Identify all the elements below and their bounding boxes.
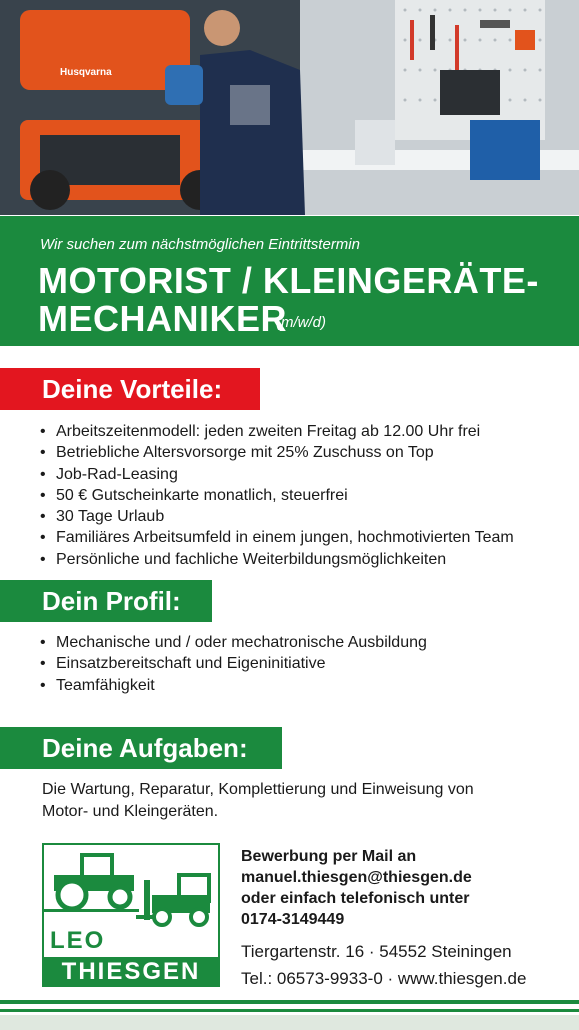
brand-label: Husqvarna [60,67,112,78]
job-title-line1: MOTORIST / KLEINGERÄTE- [38,260,539,301]
profil-heading: Dein Profil: [0,580,212,622]
job-header [0,216,579,346]
vorteile-list [40,421,514,570]
company-address [241,938,526,992]
profil-list [40,632,427,696]
gender-note: (m/w/d) [276,314,326,331]
logo-thiesgen: THIESGEN [44,957,218,987]
aufgaben-text [42,779,542,823]
aufgaben-heading: Deine Aufgaben: [0,727,282,769]
footer-rule [0,1009,579,1012]
header-photo [0,0,579,215]
contact-line3: oder einfach telefonisch unter [241,890,470,907]
contact-email[interactable]: manuel.thiesgen@thiesgen.de [241,869,472,886]
aufgaben-line1: Die Wartung, Reparatur, Komplettierung und Einweisung von [42,781,474,798]
list-item: • Persönliche und fachliche Weiterbildungsmöglichkeiten [40,550,447,568]
list-item: • Teamfähigkeit [40,676,155,694]
list-item: • Job-Rad-Leasing [40,465,178,483]
footer-band [0,1015,579,1030]
application-contact [241,846,472,930]
list-item: • 50 € Gutscheinkarte monatlich, steuerfrei [40,486,348,504]
tractor-forklift-icon [44,845,218,930]
header-lead: Wir suchen zum nächstmöglichen Eintrittstermin [40,236,360,253]
tel-web-line[interactable]: Tel.: 06573-9933-0 · www.thiesgen.de [241,969,527,988]
list-item: • Betriebliche Altersvorsorge mit 25% Zuschuss on Top [40,444,434,462]
list-item: • Mechanische und / oder mechatronische Ausbildung [40,634,427,651]
footer-rule [0,1000,579,1004]
aufgaben-line2: Motor- und Kleingeräten. [42,803,219,820]
company-logo [42,843,220,987]
list-item: • Arbeitszeitenmodell: jeden zweiten Freitag ab 12.00 Uhr frei [40,423,481,440]
contact-line1: Bewerbung per Mail an [241,848,417,865]
address-line: Tiergartenstr. 16 · 54552 Steiningen [241,942,512,961]
list-item: • Familiäres Arbeitsumfeld in einem jungen, hochmotivierten Team [40,529,514,547]
job-title-line2: MECHANIKER [38,298,288,339]
list-item: • Einsatzbereitschaft und Eigeninitiative [40,655,326,673]
vorteile-heading: Deine Vorteile: [0,368,260,410]
logo-leo: LEO [50,927,106,954]
list-item: • 30 Tage Urlaub [40,508,165,526]
contact-phone[interactable]: 0174-3149449 [241,911,345,928]
